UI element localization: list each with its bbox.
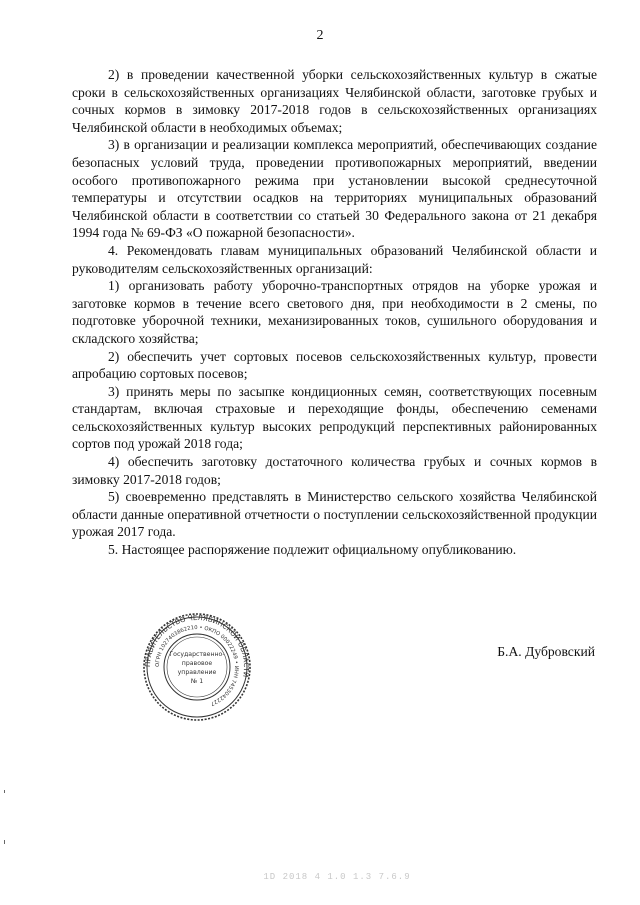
seal-center-line: управление xyxy=(177,669,217,676)
margin-mark xyxy=(4,840,5,844)
paragraph-safety: 3) в организации и реализации комплекса мероприятий, обеспечивающих создание безопасных условий труда, проведении противопожарных мероприятий, введении особого противопожарного режима при установлении высокой среднесуточной температуры и отсутствии осадков на территориях муниципальных образований Челябинской области в соответствии со статьей 30 Федерального закона от 21 декабря 1994 года № 69-ФЗ «О пожарной безопасности». xyxy=(72,137,597,241)
seal-center xyxy=(169,651,224,685)
footer-faint-stamp: 1D 2018 4 1.0 1.3 7.6.9 xyxy=(263,872,411,882)
paragraph-item-2: 2) обеспечить учет сортовых посевов сельскохозяйственных культур, провести апробацию сортовых посевов; xyxy=(72,348,597,382)
paragraph-harvest: 2) в проведении качественной уборки сельскохозяйственных культур в сжатые сроки в сельскохозяйственных организациях Челябинской области, заготовке грубых и сочных кормов в зимовку 2017-2018 годов в сельскохозяйственных организациях Челябинской области в необходимых объемах; xyxy=(72,67,597,135)
document-body xyxy=(72,66,597,559)
paragraph-item-5: 5) своевременно представлять в Министерство сельского хозяйства Челябинской области данные оперативной отчетности о поступлении сельскохозяйственной продукции урожая 2017 года. xyxy=(72,489,597,540)
paragraph-publication: 5. Настоящее распоряжение подлежит официальному опубликованию. xyxy=(108,542,517,558)
margin-mark xyxy=(4,790,5,793)
seal-ring-text: ОГРН 1027403862210 • ОКПО 00022249 • ИНН 7453042227 xyxy=(154,624,240,707)
seal-outer-text: ПРАВИТЕЛЬСТВО ЧЕЛЯБИНСКОЙ ОБЛАСТИ xyxy=(143,613,251,678)
seal-center-line: правовое xyxy=(181,660,213,667)
page-number: 2 xyxy=(316,28,324,43)
paragraph-item-1: 1) организовать работу уборочно-транспортных отрядов на уборке урожая и заготовке кормов в течение всего светового дня, при необходимости в 2 смены, по подготовке уборочной техники, механизированных токов, сушильного оборудования и складского хозяйства; xyxy=(72,278,597,346)
paragraph-recommend: 4. Рекомендовать главам муниципальных образований Челябинской области и руководителям сельскохозяйственных организаций: xyxy=(72,242,597,276)
seal-center-line: Государственно- xyxy=(169,651,225,658)
paragraph-item-4: 4) обеспечить заготовку достаточного количества грубых и сочных кормов в зимовку 2017-2018 годов; xyxy=(72,454,597,487)
signature-block xyxy=(72,612,597,722)
seal-center-line: № 1 xyxy=(190,678,204,685)
paragraph-item-3: 3) принять меры по засыпке кондиционных семян, соответствующих посевным стандартам, включая страховые и переходящие фонды, обеспечению семенами сельскохозяйственных культур высоких репродукций перспективных районированных сортов под урожай 2018 года; xyxy=(72,383,597,452)
official-seal xyxy=(142,612,252,722)
signer-name: Б.А. Дубровский xyxy=(497,644,595,659)
